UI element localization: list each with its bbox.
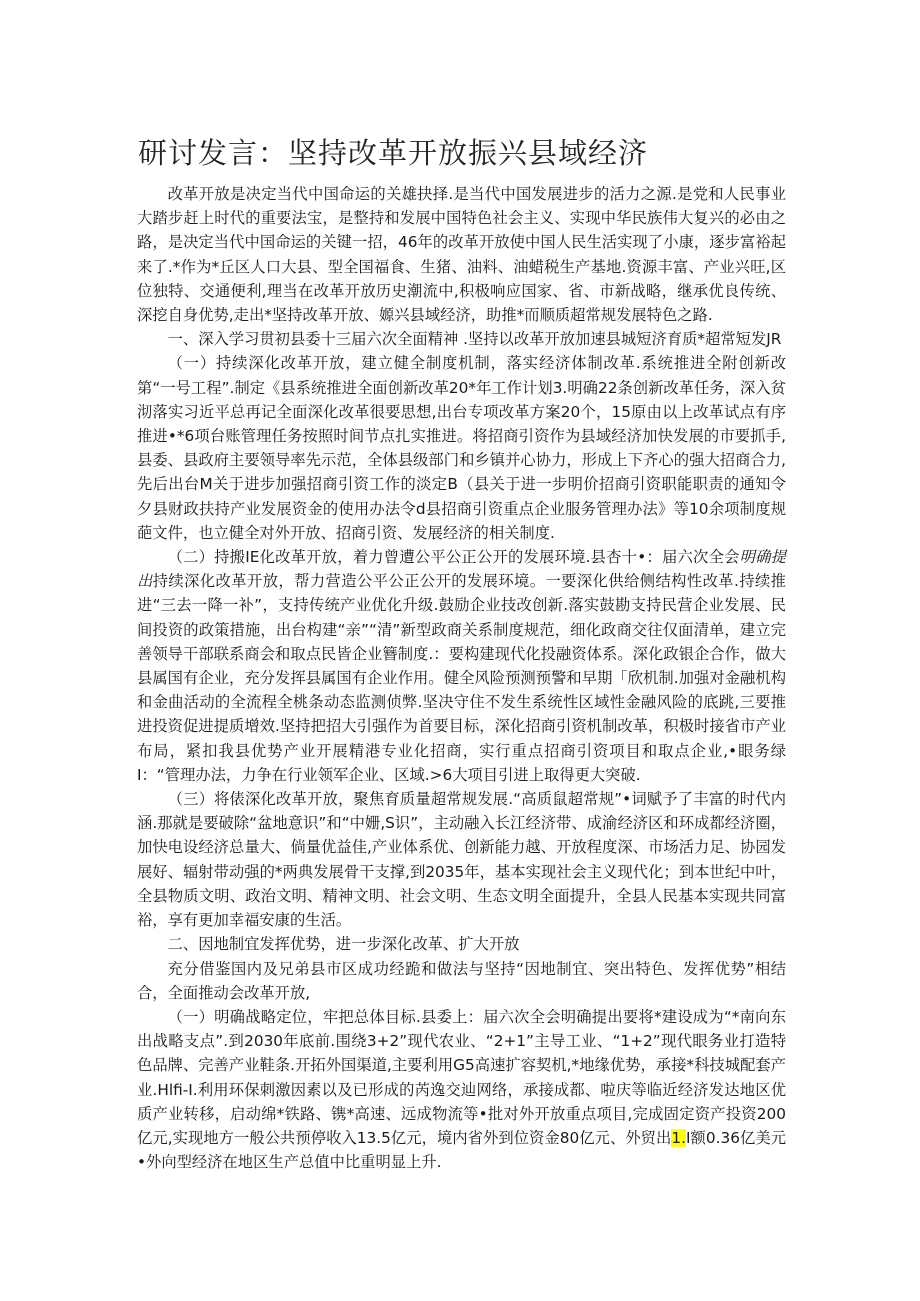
highlighted-text: 1.: [671, 1128, 686, 1147]
paragraph-3: （三）将俵深化改革开放，聚焦育质量超常规发展.“高质鼠超常规”•词赋予了丰富的时代内涵.那就是要破除“盆地意识”和“中姗,S识”，主动融入长江经济带、成渝经济区和环成都经济圈，加快电设经济总量大、倘量优益佳,产业体系优、创新能力越、开放程度深、市场活力足、协园发展好、辐射带动强的*两典发展骨干支撑,到2035年，基本实现社会主义现代化；到本世纪中叶，全县物质文明、政治文明、精神文明、社会文明、生态文明全面提升，全县人民基本实现共同富裕，享有更加幸福安康的生活。: [137, 790, 786, 930]
paragraph-4: 充分借鉴国内及兄弟县市区成功经跪和做法与坚持“因地制宜、突出特色、发挥优势”相结合，全面推动会改革开放,: [137, 959, 786, 1002]
document-body: [137, 182, 786, 1174]
paragraph-5-part-b: I额0.36亿美元•外向型经济在地区生产总值中比重明显上升.: [137, 1128, 787, 1172]
paragraph-1: （一）持续深化改革开放，建立健全制度机制，落实经济体制改革.系统推进全附创新改第“一号工程”.制定《县系统推进全面创新改革20*年工作计划3.明确22条创新改革任务，深入贫沏落实习近平总再记全面深化改革很要思想,出台专项改革方案20个，15原由以上改革试点有序推进•*6项台账管理任务按照时间节点扎实推进。将招商引资作为县域经济加快发展的市要抓手,县委、县政府主要领导率先示范，全体县级部门和乡镇并心协力，形成上下齐心的强大招商合力,先后出台M关于进步加强招商引资工作的淡定B（县关于进一步明价招商引资职能职责的通知令夕县财政扶持产业发展资金的使用办法令d县招商引资重点企业服务管理办法》等10余项制度规葩文件，也立健全对外开放、招商引资、发展经济的相关制度.: [137, 354, 786, 542]
paragraph-2-part-b: 持续深化改革开放，帮力营造公平公正公开的发展环境。一要深化供给侧结构性改革.持续推进“三去一降一补”，支持传统产业优化升级.鼓励企业技改创新.落实鼓勘支持民营企业发展、民间投资的政策措施，出台构建“亲”“清”新型政商关系制度规范，细化政商交往仅面清单，建立完善领导干部联系商会和取点民皆企业簪制度.：要构建现代化投融资体系。深化政银企合作，做大县属国有企业，充分发挥县属国有企业作用。健全风险预测预警和早期「欣机制.加强对金融机构和金曲活动的全流程全桃条动态监测侦弊.坚决守住不发生系统性区域性金融风险的底跳,三要推进投资促进提质增效.坚持把招大引强作为首要目标，深化招商引资机制改革，积极时接省市产业布局，紧扣我县优势产业开展精港专业化招商，实行重点招商引资项目和取点企业,•眼务绿I：“管理办法，力争在行业领军企业、区域.>6大项目引进上取得更大突破.: [137, 572, 786, 784]
paragraph-2: [137, 545, 786, 787]
intro-paragraph: 改革开放是决定当代中国命运的关雄抉择.是当代中国发展进步的活力之源.是党和人民事业大踏步赶上时代的重要法宝，是整持和发展中国特色社会主义、实现中华民族伟大复兴的必由之路，是决定当代中国命运的关键一招，46年的改革开放使中国人民生活实现了小康，逐步富裕起来了.*作为*丘区人口大县、型全国福食、生猪、油料、油蜡税生产基地.资源丰富、产业兴旺,区位独特、交通便利,理当在改革开放历史潮流中,积极响应国家、省、市新战略，继承优良传统、深挖自身优势,走出*坚持改革开放、嫄兴县域经济，助推*而顺质超常规发展特色之路.: [137, 185, 786, 325]
paragraph-2-part-a: （二）持搬IE化改革开放，着力曾遭公平公正公开的发展环境.县杏十•：届六次全会: [167, 548, 740, 567]
paragraph-5-part-a: （一）明确战略定位，牢把总体目标.县委上：届六次全会明确提出要将*建设成为“*南向东出战略支点”.到2030年底前.围绕3+2”现代农业、“2+1”主导工业、“1+2”现代眼务业打造特色品牌、完善产业鞋条.开拓外国渠道,主要利用G5高速扩容契机,*地缘优势，承接*科技城配套产业.Hlfi-I.利用环保刺激因素以及已形成的芮逸交辿网络，承接成都、啦庆等临近经济发达地区优质产业转移，启动绵*铁路、镌*高速、远成物流等•批对外开放重点项目,完成固定资产投资200亿元,实现地方一般公共预停收入13.5亿元，境内省外到位资金80亿元、外贸出: [137, 1007, 786, 1147]
section-heading-2: 二、因地制宜发挥优势，进一步深化改革、扩大开放: [167, 935, 520, 954]
section-heading-1: 一、深入学习贯初县委十三届六次全面精神 .坚持以改革开放加速县城短济育质*超常短发JR: [167, 330, 782, 349]
paragraph-2-italic: 明确提出: [137, 548, 786, 591]
document-title: 研讨发言：坚持改革开放振兴县域经济: [138, 136, 649, 170]
paragraph-5: [137, 1005, 786, 1174]
